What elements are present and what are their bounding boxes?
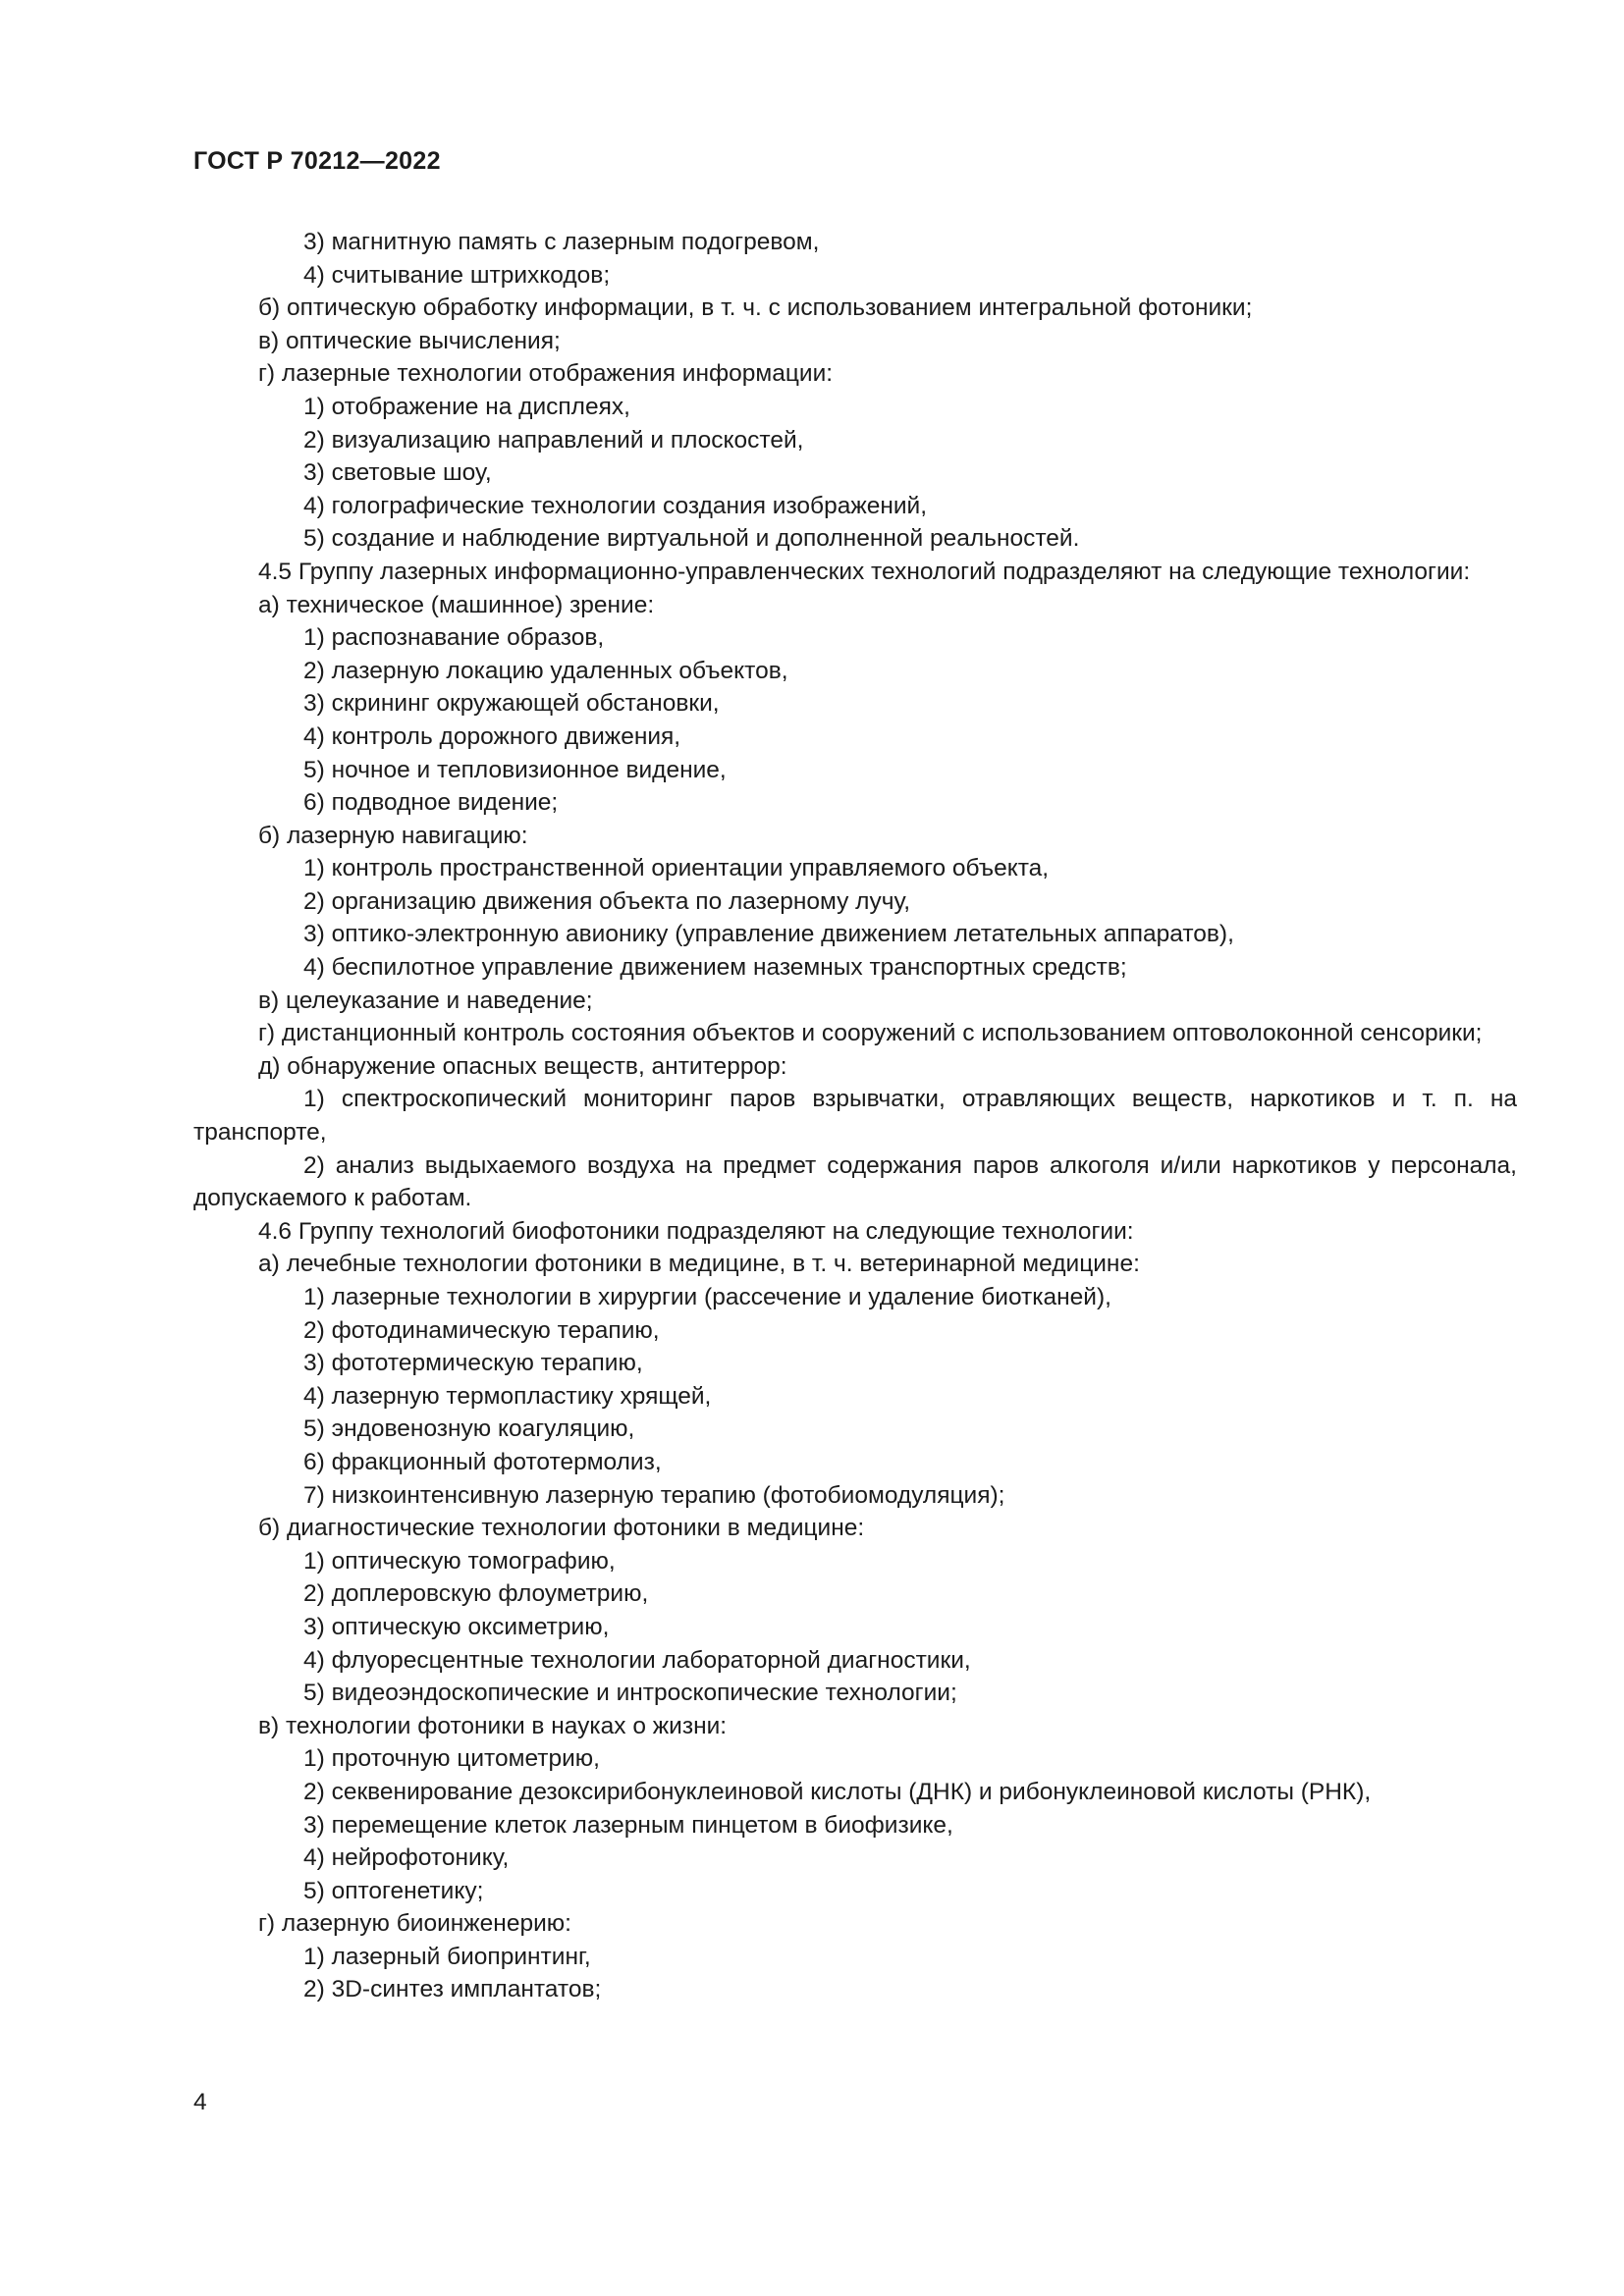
paragraph: в) технологии фотоники в науках о жизни: [258,1712,728,1739]
paragraph: 2) фотодинамическую терапию, [303,1316,660,1344]
paragraph: 2) 3D-синтез имплантатов; [303,1976,602,2003]
paragraph: б) лазерную навигацию: [258,822,528,849]
paragraph: 5) оптогенетику; [303,1877,484,1904]
paragraph: 4) беспилотное управление движением наземных транспортных средств; [303,954,1127,982]
paragraph: 3) световые шоу, [303,459,492,487]
paragraph: 6) фракционный фототермолиз, [303,1448,662,1475]
paragraph: а) лечебные технологии фотоники в медицине, в т. ч. ветеринарной медицине: [258,1251,1140,1278]
paragraph: г) дистанционный контроль состояния объектов и сооружений с использованием оптоволоконной сенсорики; [258,1020,1483,1047]
paragraph: 2) организацию движения объекта по лазерному лучу, [303,887,911,915]
paragraph: 2) визуализацию направлений и плоскостей, [303,426,804,454]
paragraph: 4) флуоресцентные технологии лабораторной диагностики, [303,1646,971,1674]
paragraph: 1) проточную цитометрию, [303,1745,600,1773]
paragraph: 6) подводное видение; [303,789,559,817]
paragraph: 1) отображение на дисплеях, [303,393,630,420]
paragraph: 2) лазерную локацию удаленных объектов, [303,657,788,684]
paragraph: 3) оптико-электронную авионику (управление движением летательных аппаратов), [303,921,1234,948]
paragraph: г) лазерные технологии отображения информации: [258,360,834,388]
paragraph: 5) создание и наблюдение виртуальной и дополненной реальностей. [303,525,1080,553]
paragraph: в) оптические вычисления; [258,327,561,354]
paragraph: 1) контроль пространственной ориентации управляемого объекта, [303,855,1050,882]
paragraph: 2) анализ выдыхаемого воздуха на предмет содержания паров алкоголя и/или наркотиков у персонала, допускаемого к работам. [193,1151,1517,1212]
paragraph: 3) фототермическую терапию, [303,1350,643,1377]
paragraph: 5) эндовенозную коагуляцию, [303,1415,635,1443]
paragraph: 4) считывание штрихкодов; [303,261,611,289]
paragraph: 2) доплеровскую флоуметрию, [303,1580,649,1608]
paragraph: 1) лазерные технологии в хирургии (рассечение и удаление биотканей), [303,1284,1111,1310]
paragraph: д) обнаружение опасных веществ, антитеррор: [258,1052,787,1080]
paragraph: 4.5 Группу лазерных информационно-управленческих технологий подразделяют на следующие технологии: [258,558,1471,585]
paragraph: 1) спектроскопический мониторинг паров взрывчатки, отравляющих веществ, наркотиков и т. п. на транспорте, [193,1086,1517,1147]
paragraph: 1) распознавание образов, [303,624,605,652]
paragraph: 3) перемещение клеток лазерным пинцетом в биофизике, [303,1811,953,1839]
paragraph: б) диагностические технологии фотоники в медицине: [258,1515,865,1542]
document-body [193,226,1517,2006]
document-header: ГОСТ Р 70212—2022 [193,147,441,175]
paragraph: 4.6 Группу технологий биофотоники подразделяют на следующие технологии: [258,1217,1134,1245]
paragraph: 5) ночное и тепловизионное видение, [303,756,727,783]
paragraph: 3) оптическую оксиметрию, [303,1613,610,1640]
paragraph: 4) лазерную термопластику хрящей, [303,1382,712,1410]
paragraph: 3) магнитную память с лазерным подогревом, [303,229,820,255]
paragraph: в) целеуказание и наведение; [258,987,593,1014]
paragraph: 1) лазерный биопринтинг, [303,1943,591,1970]
page-number: 4 [193,2089,207,2115]
paragraph: 4) нейрофотонику, [303,1844,510,1872]
paragraph: 1) оптическую томографию, [303,1547,616,1575]
paragraph: г) лазерную биоинженерию: [258,1910,571,1938]
paragraph: 2) секвенирование дезоксирибонуклеиновой кислоты (ДНК) и рибонуклеиновой кислоты (РНК), [303,1778,1372,1805]
paragraph: 3) скрининг окружающей обстановки, [303,690,720,718]
paragraph: 5) видеоэндоскопические и интроскопические технологии; [303,1680,957,1707]
paragraph: 4) голографические технологии создания изображений, [303,492,928,519]
paragraph: б) оптическую обработку информации, в т. ч. с использованием интегральной фотоники; [258,294,1253,322]
paragraph: 7) низкоинтенсивную лазерную терапию (фотобиомодуляция); [303,1481,1005,1509]
paragraph: 4) контроль дорожного движения, [303,722,681,750]
paragraph: а) техническое (машинное) зрение: [258,591,655,618]
